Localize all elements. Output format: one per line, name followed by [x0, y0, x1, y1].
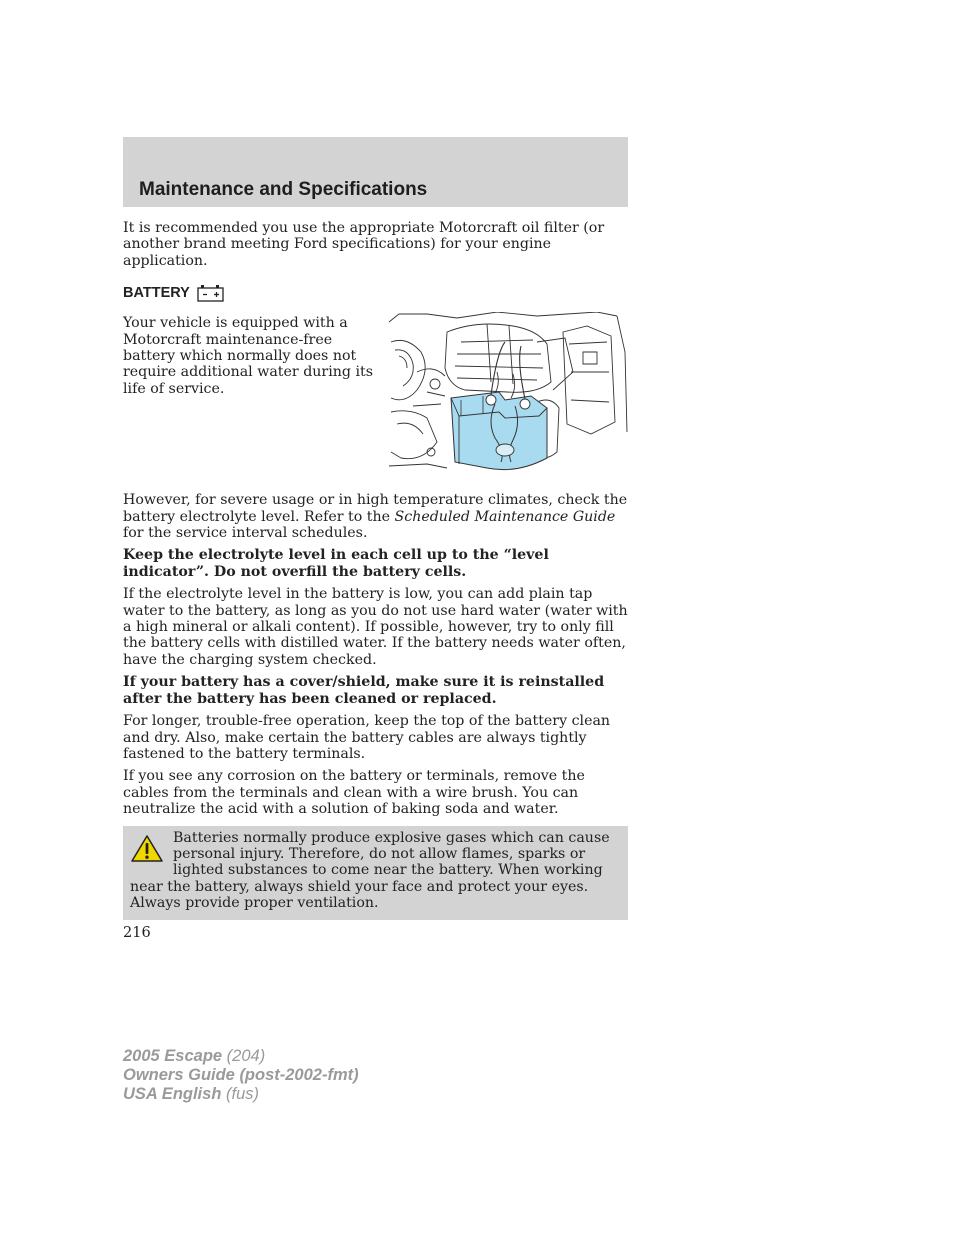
battery-heading-label: BATTERY: [123, 285, 190, 302]
page-title: Maintenance and Specifications: [139, 179, 428, 200]
engine-battery-illustration: [387, 312, 628, 472]
header-band: [123, 137, 628, 207]
corrosion-paragraph: If you see any corrosion on the battery or terminals, remove the cables from the terminals and clean with a wire brush. You can neutralize the acid with a solution of baking soda and water.: [123, 768, 585, 818]
tap-water-paragraph: If the electrolyte level in the battery is low, you can add plain tap water to the battery, as long as you do not use hard water (water with a high mineral or alkali content). If possible, however, try to only fill the battery cells with distilled water. If the battery needs water often, have the charging system checked.: [123, 586, 628, 668]
battery-description: Your vehicle is equipped with a Motorcraft maintenance-free battery which normally does not require additional water during its life of service.: [123, 315, 373, 397]
warning-triangle-icon: [130, 834, 164, 864]
footer-line-3: USA English (fus): [123, 1085, 259, 1103]
warning-box: [123, 826, 628, 920]
battery-icon: [197, 284, 225, 302]
page-number: 216: [123, 925, 151, 941]
cover-notice: If your battery has a cover/shield, make sure it is reinstalled after the battery has been cleaned or replaced.: [123, 674, 605, 707]
footer: [123, 1047, 359, 1104]
warning-text: Batteries normally produce explosive gases which can cause personal injury. Therefore, do not allow flames, sparks or lighted substances to come near the battery. When working near the battery, always shield your face and protect your eyes. Always provide proper ventilation.: [130, 829, 610, 912]
footer-line-1: 2005 Escape (204): [123, 1047, 266, 1065]
electrolyte-warning: Keep the electrolyte level in each cell up to the “level indicator”. Do not overfill the battery cells.: [123, 547, 549, 580]
intro-paragraph: It is recommended you use the appropriate Motorcraft oil filter (or another brand meeting Ford specifications) for your engine application.: [123, 220, 605, 269]
battery-heading: [123, 283, 628, 303]
battery-intro-row: [123, 312, 628, 472]
maintenance-paragraph: For longer, trouble-free operation, keep the top of the battery clean and dry. Also, make certain the battery cables are always tightly fastened to the battery terminals.: [123, 713, 611, 762]
footer-line-2: Owners Guide (post-2002-fmt): [123, 1066, 359, 1084]
severe-usage-paragraph: However, for severe usage or in high temperature climates, check the battery electrolyte level. Refer to the Scheduled Maintenance Guide for the service interval schedules.: [123, 492, 628, 542]
main-content: [123, 220, 628, 920]
